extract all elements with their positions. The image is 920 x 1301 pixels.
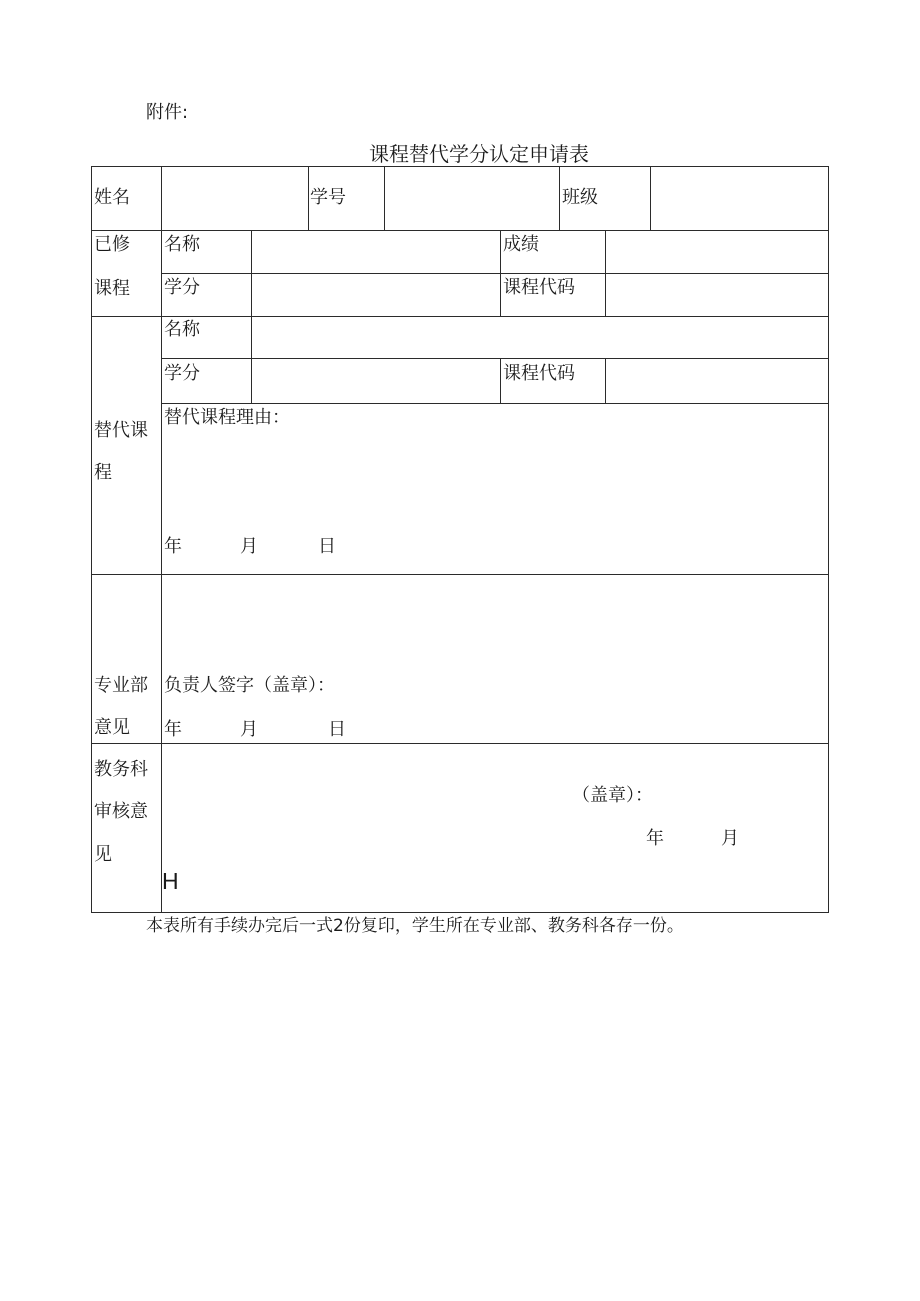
rule-after-department (91, 743, 829, 744)
completed-sep-2 (500, 230, 501, 316)
substitute-date-year: 年 (164, 536, 182, 557)
name-label: 姓名 (94, 187, 130, 208)
rule-completed-mid (161, 273, 829, 274)
row1-sep-5 (650, 166, 651, 230)
footer-note: 本表所有手续办完后一式2份复印，学生所在专业部、教务科各存一份。 (146, 916, 684, 936)
row1-sep-2 (308, 166, 309, 230)
department-section-label-2: 意见 (94, 717, 130, 738)
row1-sep-4 (559, 166, 560, 230)
completed-sep-1 (251, 230, 252, 316)
completed-credit-label: 学分 (164, 277, 200, 298)
review-section-label-3: 见 (94, 844, 112, 865)
sub-sep-1 (251, 316, 252, 403)
substitute-reason-label: 替代课程理由： (164, 407, 290, 428)
department-signature-label: 负责人签字（盖章）： (164, 675, 335, 696)
review-date-day: H (162, 868, 179, 894)
department-section-label-1: 专业部 (94, 675, 148, 696)
rule-after-basic (91, 230, 829, 231)
class-label: 班级 (562, 187, 598, 208)
review-date-month: 月 (721, 828, 739, 849)
table-border-right (828, 166, 829, 913)
department-date-day: 日 (328, 719, 346, 740)
rule-after-substitute (91, 574, 829, 575)
review-section-label-2: 审核意 (94, 801, 148, 822)
table-border-left (91, 166, 92, 913)
label-column-sep (161, 230, 162, 913)
review-date-year: 年 (646, 828, 664, 849)
form-title: 课程替代学分认定申请表 (369, 142, 589, 166)
rule-after-completed (91, 316, 829, 317)
completed-name-label: 名称 (164, 234, 200, 255)
rule-sub-name (161, 358, 829, 359)
completed-sep-3 (605, 230, 606, 316)
attachment-label: 附件: (146, 102, 189, 123)
completed-section-label-2: 课程 (94, 278, 130, 299)
department-date-year: 年 (164, 719, 182, 740)
substitute-section-label-1: 替代课 (94, 420, 148, 441)
substitute-date-day: 日 (318, 536, 336, 557)
substitute-name-label: 名称 (164, 319, 200, 340)
table-border-top (91, 166, 829, 167)
completed-code-label: 课程代码 (503, 277, 575, 298)
review-stamp-label: （盖章）： (572, 785, 653, 806)
sub-sep-2 (500, 358, 501, 403)
substitute-date-month: 月 (240, 536, 258, 557)
substitute-credit-label: 学分 (164, 363, 200, 384)
sub-sep-3 (605, 358, 606, 403)
department-date-month: 月 (240, 719, 258, 740)
review-section-label-1: 教务科 (94, 759, 148, 780)
completed-section-label-1: 已修 (94, 234, 130, 255)
row1-sep-3 (384, 166, 385, 230)
table-border-bottom (91, 912, 829, 913)
substitute-code-label: 课程代码 (503, 363, 575, 384)
rule-sub-credit (161, 403, 829, 404)
row1-sep-1 (161, 166, 162, 230)
substitute-section-label-2: 程 (94, 462, 112, 483)
student-id-label: 学号 (310, 187, 346, 208)
completed-grade-label: 成绩 (503, 234, 539, 255)
